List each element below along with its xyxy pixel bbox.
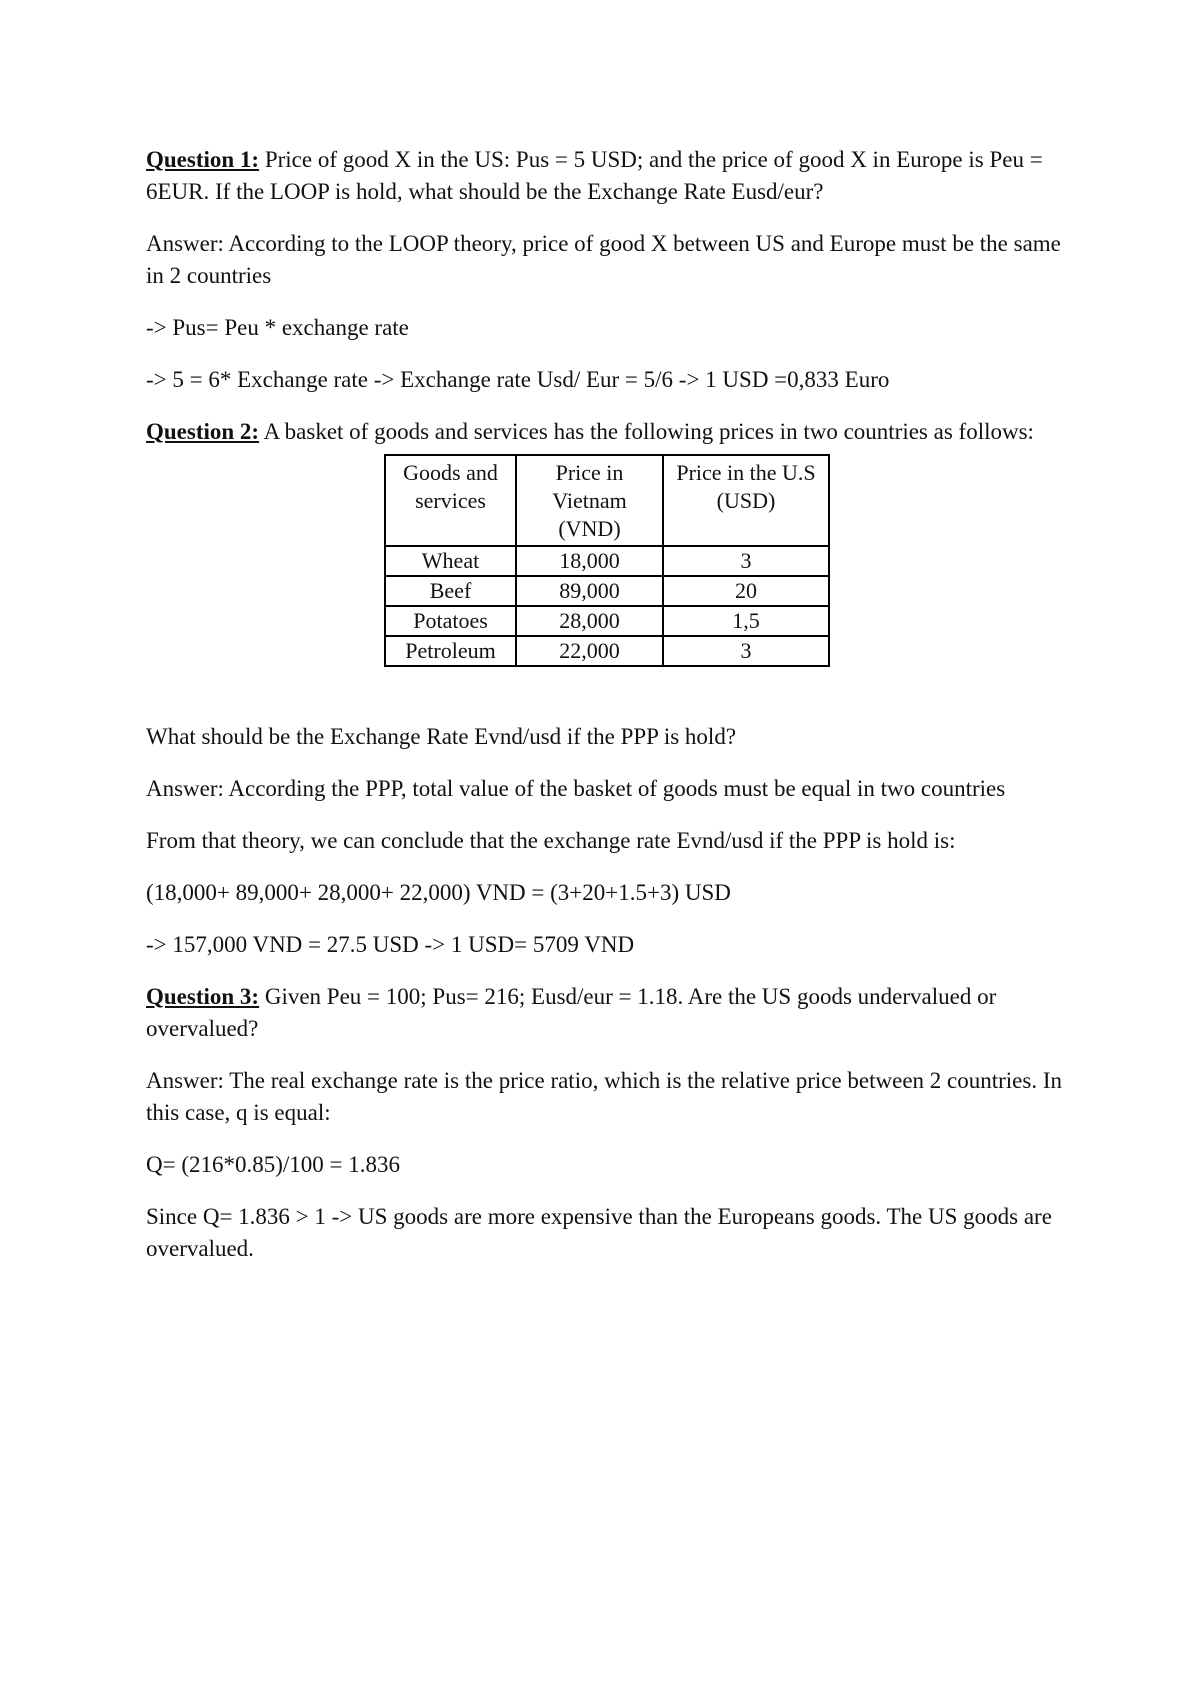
table-cell-vnd: 18,000 [516,546,663,576]
table-row [385,546,829,576]
question-2-text: A basket of goods and services has the following prices in two countries as follows: [259,419,1034,444]
table-header-us-price: Price in the U.S (USD) [663,455,829,546]
question-2-question: What should be the Exchange Rate Evnd/usd if the PPP is hold? [146,724,737,749]
table-cell-usd: 1,5 [663,606,829,636]
question-2-label: Question 2: [146,419,260,444]
question-1-step-2: -> 5 = 6* Exchange rate -> Exchange rate Usd/ Eur = 5/6 -> 1 USD =0,833 Euro [146,367,890,392]
table-header-goods: Goods and services [385,455,516,546]
question-2-line-1: From that theory, we can conclude that the exchange rate Evnd/usd if the PPP is hold is: [146,828,956,853]
document-content [146,144,1076,1285]
question-1-text: Price of good X in the US: Pus = 5 USD; and the price of good X in Europe is Peu = 6EUR. If the LOOP is hold, what should be the Exchange Rate Eusd/eur? [146,147,1043,204]
table-row [385,606,829,636]
table-cell-vnd: 28,000 [516,606,663,636]
table-cell-usd: 3 [663,546,829,576]
question-3-text: Given Peu = 100; Pus= 216; Eusd/eur = 1.18. Are the US goods undervalued or overvalued? [146,984,997,1041]
table-header-vietnam-price: Price in Vietnam (VND) [516,455,663,546]
table-cell-vnd: 89,000 [516,576,663,606]
table-cell-vnd: 22,000 [516,636,663,666]
table-cell-good: Petroleum [385,636,516,666]
table-cell-good: Potatoes [385,606,516,636]
question-3-label: Question 3: [146,984,260,1009]
question-1-answer: Answer: According to the LOOP theory, price of good X between US and Europe must be the same in 2 countries [146,231,1061,288]
table-cell-usd: 20 [663,576,829,606]
table-row [385,636,829,666]
question-2 [146,416,1076,448]
price-table-wrapper [384,454,1076,667]
question-2-line-3: -> 157,000 VND = 27.5 USD -> 1 USD= 5709 VND [146,932,635,957]
question-2-line-2: (18,000+ 89,000+ 28,000+ 22,000) VND = (3+20+1.5+3) USD [146,880,731,905]
question-1-label: Question 1: [146,147,260,172]
question-3 [146,981,1076,1045]
question-1 [146,144,1076,208]
question-2-answer: Answer: According the PPP, total value of the basket of goods must be equal in two countries [146,776,1006,801]
table-cell-usd: 3 [663,636,829,666]
question-3-conclusion: Since Q= 1.836 > 1 -> US goods are more expensive than the Europeans goods. The US goods are overvalued. [146,1204,1052,1261]
table-cell-good: Wheat [385,546,516,576]
table-cell-good: Beef [385,576,516,606]
table-row [385,576,829,606]
table-header-row [385,455,829,546]
price-table [384,454,830,667]
question-3-answer: Answer: The real exchange rate is the price ratio, which is the relative price between 2 countries. In this case, q is equal: [146,1068,1063,1125]
question-1-step-1: -> Pus= Peu * exchange rate [146,315,409,340]
question-3-formula: Q= (216*0.85)/100 = 1.836 [146,1152,401,1177]
